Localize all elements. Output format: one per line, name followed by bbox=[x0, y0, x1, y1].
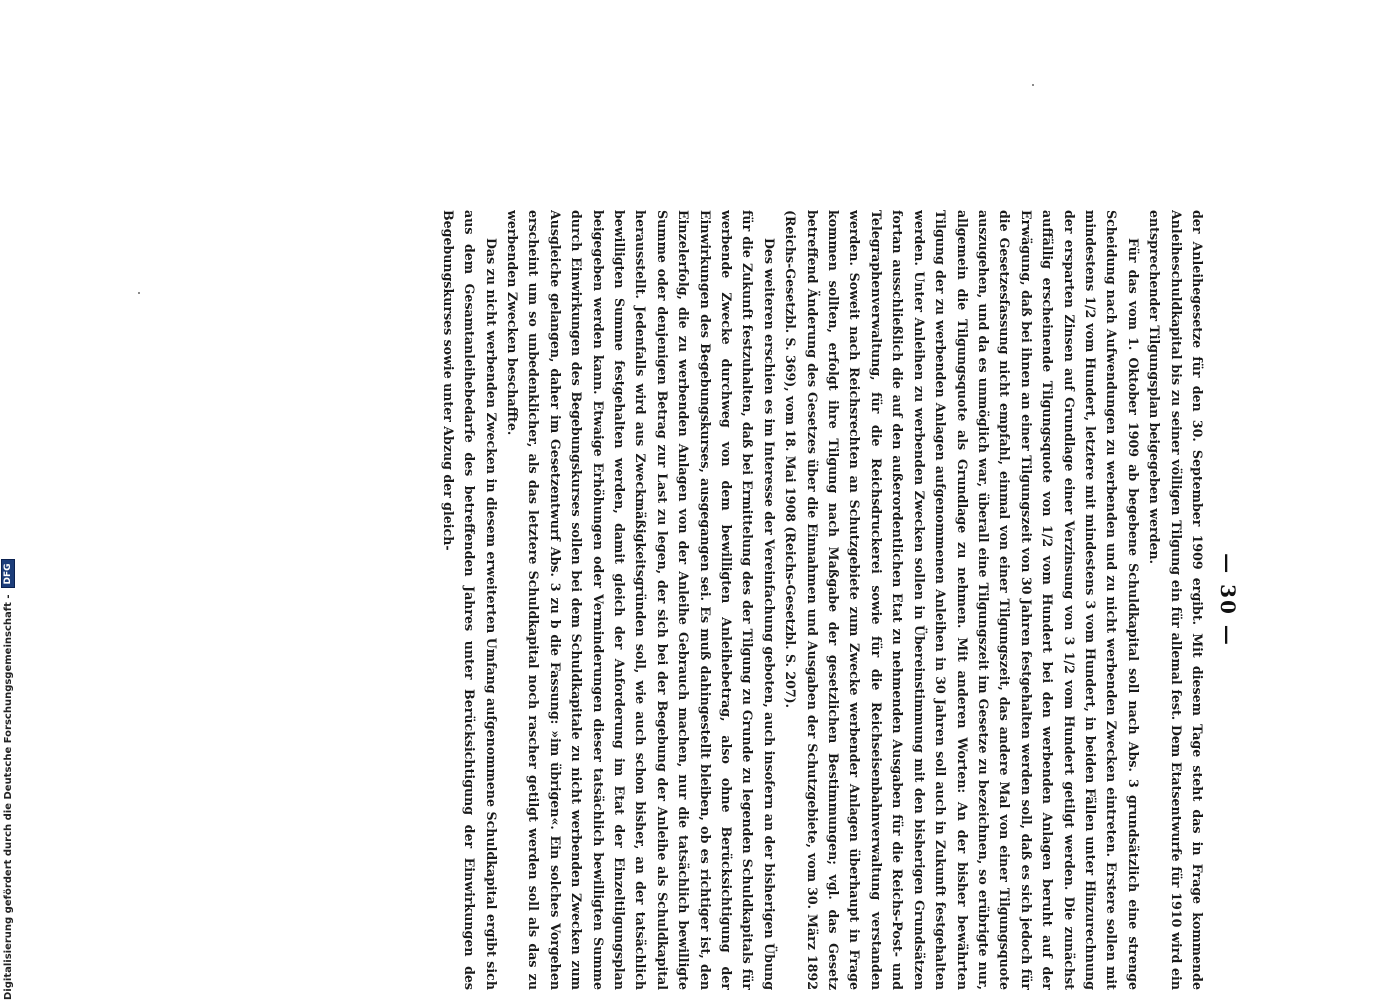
scan-speck bbox=[138, 292, 140, 294]
footer-credit-text: Digitalisierung gefördert durch die Deutsche Forschungsgemeinschaft - bbox=[2, 594, 14, 1000]
dfg-logo-icon: DFG bbox=[1, 559, 15, 588]
paragraph-2: Für das vom 1. Oktober 1909 ab begebene Schuldkapital soll nach Abs. 3 grundsätzlich eine strenge Scheidung nach Aufwendungen zu werbenden und zu nicht werbenden Zwecken eintreten. Erstere sollen mit mindestens 1/2 vom Hundert, letztere mit mindestens 3 vom Hundert, in beiden Fällen unter Hinzurechnung der ersparten Zinsen auf Grundlage einer Verzinsung von 3 1/2 vom Hundert getilgt werden. Die zunächst auffällig erscheinende Tilgungsquote von 1/2 vom Hundert bei den werbenden Anlagen beruht auf der Erwägung, daß bei ihnen an einer Tilgungszeit von 30 Jahren festgehalten werden soll, daß es sich jedoch für die Gesetzesfassung nicht empfahl, einmal von einer Tilgungszeit, das andere Mal von einer Tilgungsquote auszugehen, und da es unmöglich war, überall eine Tilgungszeit im Gesetze zu bezeichnen, so erübrigte nur, allgemein die Tilgungsquote als Grundlage zu nehmen. Mit anderen Worten: An der bisher bewährten Tilgung der zu werbenden Anlagen aufgenommenen Anleihen in 30 Jahren soll auch in Zukunft festgehalten werden. Unter Anleihen zu werbenden Zwecken sollen in Übereinstimmung mit den bisherigen Grundsätzen fortan ausschließlich die auf den außerordentlichen Etat zu nehmenden Ausgaben für die Reichs-Post- und Telegraphenverwaltung, für die Reichsdruckerei sowie für die Reichseisenbahnverwaltung verstanden werden. Soweit nach Reichsrechten an Schutzgebiete zum Zwecke werbender Anlagen überhaupt in Frage kommen sollten, erfolgt ihre Tilgung nach Maßgabe der gesetzlichen Bestimmungen; vgl. das Gesetz betreffend Änderung des Gesetzes über die Einnahmen und Ausgaben der Schutzgebiete, vom 30. März 1892 (Reichs-Gesetzbl. S. 369), vom 18. Mai 1908 (Reichs-Gesetzbl. S. 207). bbox=[783, 210, 1141, 990]
page-content bbox=[160, 210, 1240, 990]
footer-credit bbox=[0, 0, 16, 1000]
body-text bbox=[437, 210, 1208, 990]
page-number: — 30 — bbox=[1216, 553, 1240, 647]
paragraph-1: der Anleihegesetze für den 30. September 1909 ergibt. Mit diesem Tage steht das in Frage kommende Anleiheschuldkapital bis zu seiner völligen Tilgung ein für allemal fest. Dem Etatsentwurfe für 1910 wird ein entsprechender Tilgungsplan beigegeben werden. bbox=[1147, 210, 1205, 990]
paragraph-3: Des weiteren erschien es im Interesse der Vereinfachung geboten, auch insofern an der bisherigen Übung für die Zukunft festzuhalten, daß bei Ermittelung des der Tilgung zu Grunde zu legenden Schuldkapitals für werbende Zwecke durchweg von dem bewilligten Anleihebetrag, also ohne Berücksichtigung der Einwirkungen des Begebungskurses, ausgegangen sei. Es muß dahingestellt bleiben, ob es richtiger ist, den Einzelerfolg, die zu werbenden Anlagen von der Anleihe Gebrauch machen, nur die tatsächlich bewilligte Summe oder denjenigen Betrag zur Last zu legen, der sich bei der Begebung der Anleihe als Schuldkapital herausstellt. Jedenfalls wird aus Zweckmäßigkeitsgründen soll, wie auch schon bisher, an der tatsächlich bewilligten Summe festgehalten werden, damit gleich der Anforderung im Etat der Einzeltilgungsplan beigegeben werden kann. Etwaige Erhöhungen oder Verminderungen dieser tatsächlich bewilligten Summe durch Einwirkungen des Begebungskurses sollen bei dem Schuldkapitale zu nicht werbenden Zwecken zum Ausgleiche gelangen, daher im Gesetzentwurf Abs. 3 zu b die Fassung: »im übrigen«. Ein solches Vorgehen erscheint um so unbedenklicher, als das letztere Schuldkapital noch rascher getilgt werden soll als das zu werbenden Zwecken beschaffte. bbox=[505, 210, 777, 990]
paragraph-4: Das zu nicht werbenden Zwecken in diesem erweiterten Umfang aufgenommene Schuldkapital ergibt sich aus dem Gesamtanleihebedarfe des betreffenden Jahres unter Berücksichtigung der Einwirkungen des Begebungskurses sowie unter Abzug der gleich- bbox=[440, 210, 499, 990]
scan-speck bbox=[1032, 84, 1034, 86]
footer-strip bbox=[0, 0, 16, 1000]
document-page bbox=[160, 210, 1240, 990]
